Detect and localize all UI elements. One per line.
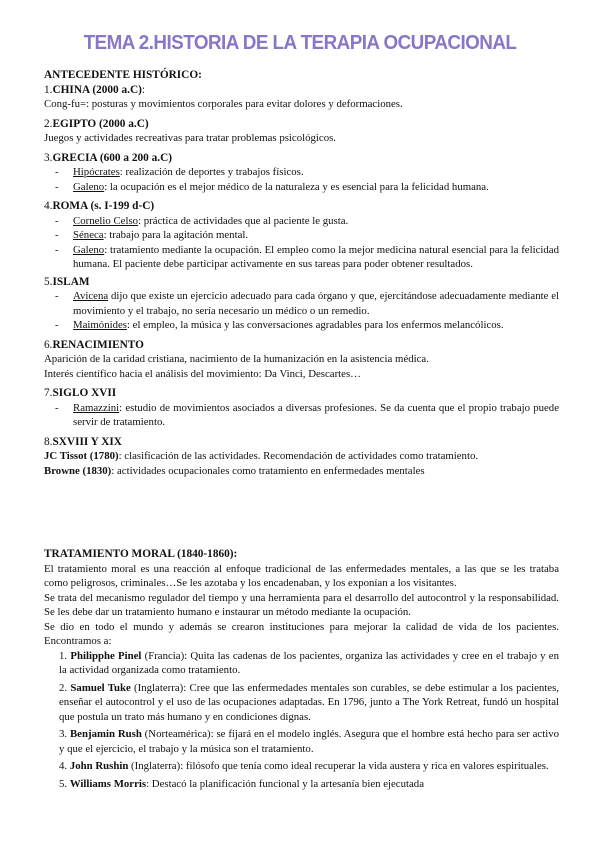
tratamiento-moral-section — [44, 547, 559, 791]
paragraph-moral-3: Se dio en todo el mundo y además se crearon instituciones para mejorar la calidad de vida de los pacientes. Encontramos a: — [44, 620, 559, 647]
heading-renacimiento: 6.RENACIMIENTO — [44, 338, 144, 351]
person-item: 5. Williams Morris: Destacó la planificación funcional y la artesanía bien ejecutada — [59, 777, 424, 790]
heading-siglo-xviii: 8.SXVIII Y XIX — [44, 435, 122, 448]
list-item: - Maimónides: el empleo, la música y las conversaciones agradables para los enfermos melancólicos. — [55, 319, 504, 331]
heading-islam: 5.ISLAM — [44, 275, 90, 288]
heading-roma: 4.ROMA (s. I-199 d-C) — [44, 200, 155, 212]
list-item: - Séneca: trabajo para la agitación mental. — [55, 229, 249, 241]
heading-egipto: 2.EGIPTO (2000 a.C) — [44, 117, 149, 130]
text-browne: Browne (1830): actividades ocupacionales como tratamiento en enfermedades mentales — [44, 464, 425, 477]
heading-china: 1.CHINA (2000 a.C): — [44, 83, 146, 96]
person-item: 3. Benjamin Rush (Norteamérica): se fijará en el modelo inglés. Asegura que el hombre está hecho para ser activo y que el ejercicio, el trabajo y la música son el tratamiento. — [59, 728, 559, 755]
section-heading-moral: TRATAMIENTO MORAL (1840-1860): — [44, 548, 238, 560]
list-item: - Ramazzini: estudio de movimientos asociados a diversas profesiones. Se da cuenta que el propio trabajo puede servir de tratamiento. — [55, 401, 559, 428]
person-item: 1. Philipphe Pinel (Francia): Quita las cadenas de los pacientes, organiza las actividades y cree en el trabajo y en la actividad organizada como tratamiento. — [59, 649, 559, 676]
list-item: - Avicena dijo que existe un ejercicio adecuado para cada órgano y que, ejercitándose adecuadamente mediante el movimiento y el trabajo, no sería necesario un médico o un remedio. — [55, 290, 559, 317]
list-item: - Hipócrates: realización de deportes y trabajos físicos. — [55, 166, 304, 178]
text-china: Cong-fu=: posturas y movimientos corporales para evitar dolores y deformaciones. — [44, 98, 403, 110]
text-renacimiento-1: Aparición de la caridad cristiana, nacimiento de la humanización en la asistencia médica. — [44, 353, 429, 365]
list-item: - Cornelio Celso: práctica de actividades que al paciente le gusta. — [55, 214, 349, 227]
paragraph-moral-2: Se trata del mecanismo regulador del tiempo y una herramienta para el desarrollo del autocontrol y la responsabilidad. Se les debe dar un tratamiento humano e instaurar un método mediante la ocupación. — [44, 591, 559, 618]
text-tissot: JC Tissot (1780): clasificación de las actividades. Recomendación de actividades como tratamiento. — [44, 450, 479, 462]
list-item: - Galeno: tratamiento mediante la ocupación. El empleo como la mejor medicina natural esencial para la felicidad humana. El paciente debe participar activamente en sus tareas para poder obtener resultados. — [55, 243, 559, 270]
paragraph-moral-1: El tratamiento moral es una reacción al enfoque tradicional de las enfermedades mentales, a las que se les trataba como peligrosos, criminales…Se les azotaba y los encadenaban, y los exponían a los visitantes. — [44, 562, 559, 589]
heading-siglo-xvii: 7.SIGLO XVII — [44, 387, 117, 399]
text-renacimiento-2: Interés científico hacia el análisis del movimiento: Da Vinci, Descartes… — [44, 367, 361, 380]
antecedente-section — [44, 68, 559, 478]
list-item: - Galeno: la ocupación es el mejor médico de la naturaleza y es esencial para la felicidad humana. — [55, 180, 489, 193]
section-heading-antecedente: ANTECEDENTE HISTÓRICO: — [44, 69, 202, 81]
person-item: 2. Samuel Tuke (Inglaterra): Cree que las enfermedades mentales son curables, se debe estimular a los pacientes, enseñar el autocontrol y el uso de las ocupaciones adaptadas. En 1796, junto a The York Retreat, fundó un hospital que postula un trato más humano y en condiciones dignas. — [59, 681, 559, 723]
page-title: TEMA 2.HISTORIA DE LA TERAPIA OCUPACIONAL — [83, 31, 517, 54]
heading-grecia: 3.GRECIA (600 a 200 a.C) — [44, 151, 173, 164]
text-egipto: Juegos y actividades recreativas para tratar problemas psicológicos. — [44, 132, 337, 144]
person-item: 4. John Rushin (Inglaterra): filósofo que tenía como ideal recuperar la vida austera y rica en valores espirituales. — [59, 760, 549, 772]
